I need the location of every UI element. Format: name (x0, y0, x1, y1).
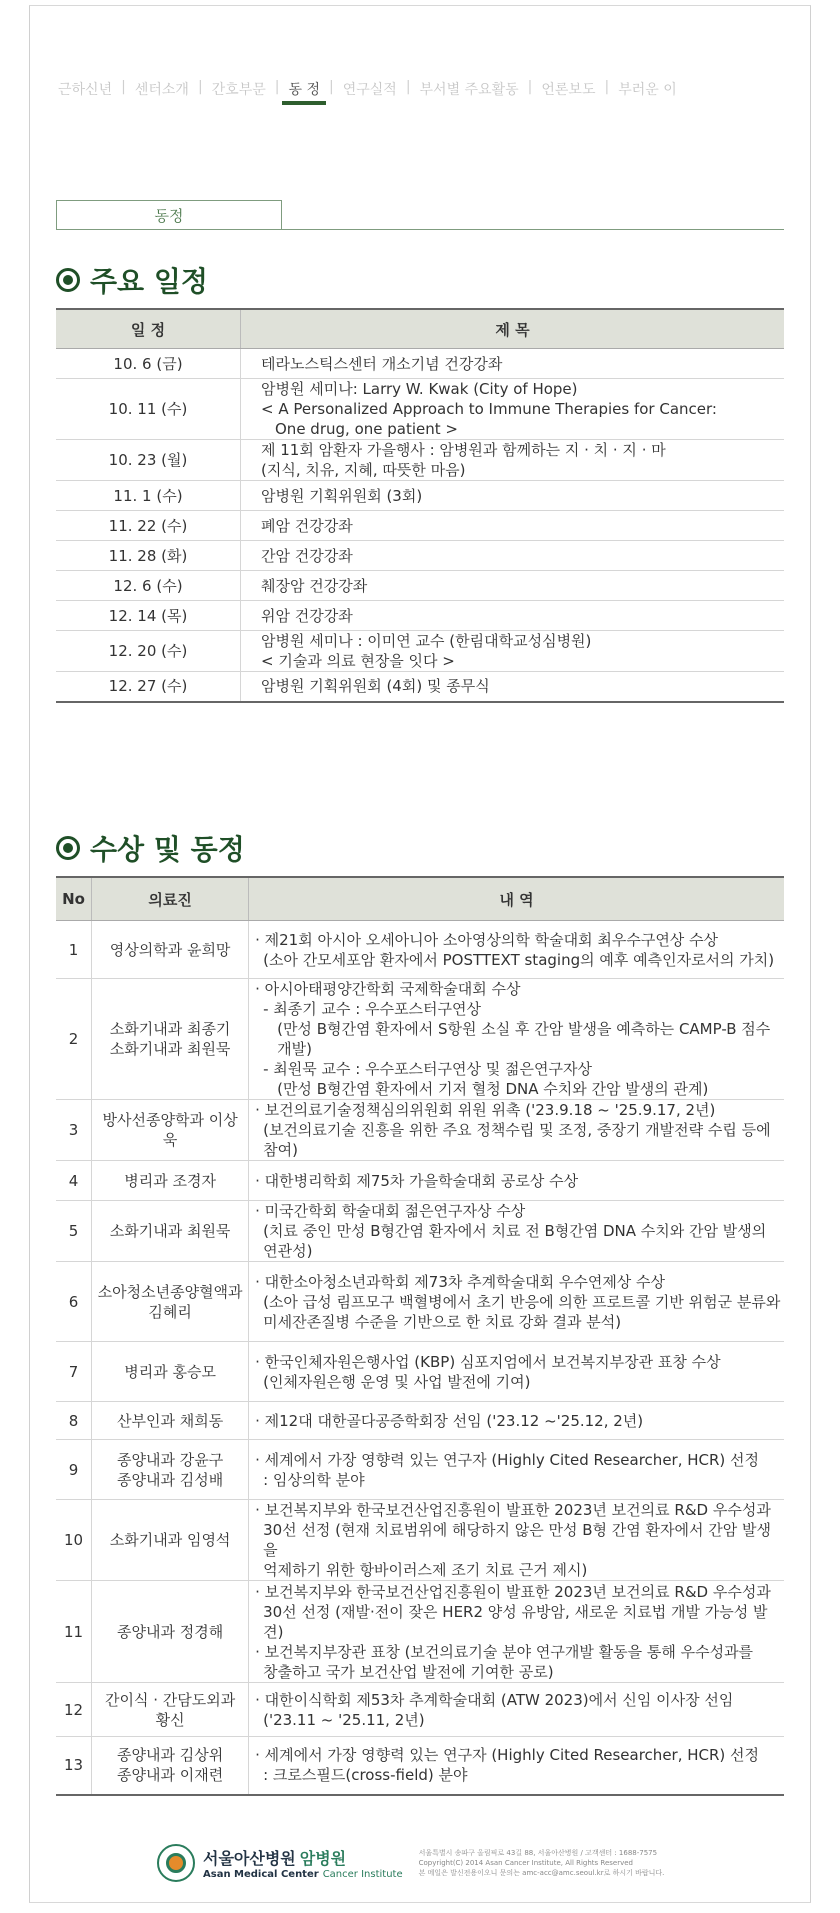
award-detail-line: · 대한병리학회 제75차 가을학술대회 공로상 수상 (255, 1171, 579, 1190)
table-row (56, 921, 784, 979)
schedule-heading (56, 260, 208, 300)
doctor-name: 간이식 · 간담도외과 황신 (104, 1690, 236, 1729)
award-detail (249, 1737, 784, 1795)
award-detail-line: (보건의료기술 진흥을 위한 주요 정책수립 및 조정, 중장기 개발전략 수립 등에 참여) (263, 1121, 771, 1159)
awards-table (56, 876, 784, 1796)
award-number: 8 (56, 1402, 92, 1440)
doctor-name: 종양내과 강윤구 (116, 1450, 224, 1469)
award-number: 5 (56, 1201, 92, 1262)
doctor-name: 방사선종양학과 이상욱 (102, 1111, 238, 1149)
schedule-title-line: 암병원 세미나: Larry W. Kwak (City of Hope) (261, 380, 578, 398)
schedule-title (241, 481, 785, 511)
table-row (56, 1500, 784, 1581)
schedule-title-line: One drug, one patient > (275, 420, 458, 438)
doctor-name: 소아청소년종양혈액과 (97, 1282, 243, 1301)
schedule-title-line: 암병원 기획위원회 (4회) 및 종무식 (261, 677, 490, 696)
table-row (56, 979, 784, 1100)
nav-separator: | (121, 79, 126, 95)
schedule-date: 10. 23 (월) (56, 440, 241, 481)
doctor-name: 산부인과 채희동 (116, 1411, 224, 1430)
schedule-title (241, 511, 785, 541)
schedule-title (241, 631, 785, 672)
nav-separator: | (527, 79, 533, 95)
award-doctor (92, 921, 249, 979)
doctor-name: 종양내과 김성배 (116, 1470, 224, 1489)
schedule-table (56, 308, 784, 703)
award-detail-line: · 대한이식학회 제53차 추계학술대회 (ATW 2023)에서 신임 이사장 선임 (255, 1690, 734, 1709)
award-detail (249, 1161, 784, 1201)
schedule-title (241, 672, 785, 702)
schedule-date: 11. 1 (수) (56, 481, 241, 511)
table-row (56, 601, 784, 631)
nav-separator: | (405, 79, 411, 95)
award-detail (249, 1581, 784, 1683)
award-number: 9 (56, 1440, 92, 1500)
logo-center-ko: 암병원 (299, 1849, 347, 1868)
award-detail-line: · 제21회 아시아 오세아니아 소아영상의학 학술대회 최우수구연상 수상 (255, 930, 719, 949)
schedule-date: 10. 6 (금) (56, 349, 241, 379)
award-detail-line: 미세잔존질병 수준을 기반으로 한 치료 강화 결과 분석) (263, 1312, 622, 1331)
table-row (56, 379, 784, 440)
award-detail (249, 1201, 784, 1262)
schedule-title-line: 간암 건강강좌 (261, 546, 353, 565)
table-row (56, 631, 784, 672)
award-doctor (92, 1737, 249, 1795)
award-detail (249, 979, 784, 1100)
award-doctor (92, 1100, 249, 1161)
award-detail-line: (인체자원은행 운영 및 사업 발전에 기여) (263, 1372, 531, 1391)
table-row (56, 349, 784, 379)
top-nav (58, 79, 782, 109)
award-detail-line: · 미국간학회 학술대회 젊은연구자상 수상 (255, 1202, 526, 1220)
award-doctor (92, 1161, 249, 1201)
footer-info (419, 1848, 665, 1878)
award-number: 7 (56, 1342, 92, 1402)
doctor-name: 병리과 조경자 (124, 1171, 216, 1190)
schedule-date: 12. 27 (수) (56, 672, 241, 702)
award-detail-line: : 임상의학 분야 (263, 1470, 365, 1489)
award-detail-line: (만성 B형간염 환자에서 S항원 소실 후 간암 발생을 예측하는 CAMP-B 점수 개발) (277, 1020, 771, 1058)
divider (56, 229, 784, 230)
schedule-title-line: 테라노스틱스센터 개소기념 건강강좌 (261, 354, 503, 373)
nav-item[interactable]: 근하신년 (58, 82, 113, 98)
nav-separator: | (197, 79, 203, 95)
award-detail-line: - 최종기 교수 : 우수포스터구연상 (263, 1000, 482, 1018)
award-detail-line: · 세계에서 가장 영향력 있는 연구자 (Highly Cited Researcher, HCR) 선정 (255, 1450, 760, 1469)
doctor-name: 소화기내과 최원묵 (109, 1040, 231, 1058)
award-doctor (92, 1262, 249, 1342)
award-detail-line: · 대한소아청소년과학회 제73차 추계학술대회 우수연제상 수상 (255, 1272, 666, 1291)
table-header-row (56, 309, 784, 349)
award-detail-line: · 보건복지부와 한국보건산업진흥원이 발표한 2023년 보건의료 R&D 우수성과 (255, 1582, 771, 1601)
schedule-title (241, 571, 785, 601)
award-detail (249, 1342, 784, 1402)
award-doctor (92, 979, 249, 1100)
schedule-date: 12. 14 (목) (56, 601, 241, 631)
award-detail (249, 1100, 784, 1161)
table-row (56, 1161, 784, 1201)
nav-item[interactable]: 간호부문 (211, 82, 266, 98)
section-tab[interactable]: 동정 (56, 200, 282, 230)
schedule-title (241, 349, 785, 379)
award-number: 1 (56, 921, 92, 979)
award-number: 3 (56, 1100, 92, 1161)
schedule-title-line: 위암 건강강좌 (261, 606, 353, 625)
award-detail-line: 창출하고 국가 보건산업 발전에 기여한 공로) (263, 1662, 554, 1681)
doctor-name: 병리과 홍승모 (124, 1362, 216, 1381)
column-header: 일 정 (56, 309, 241, 349)
award-doctor (92, 1201, 249, 1262)
schedule-date: 11. 22 (수) (56, 511, 241, 541)
footer (157, 1844, 664, 1882)
table-row (56, 1262, 784, 1342)
award-doctor (92, 1581, 249, 1683)
doctor-name: 종양내과 정경해 (116, 1622, 224, 1641)
table-row (56, 541, 784, 571)
table-row (56, 1440, 784, 1500)
award-detail (249, 1262, 784, 1342)
award-doctor (92, 1342, 249, 1402)
award-detail-line: - 최원묵 교수 : 우수포스터구연상 및 젊은연구자상 (263, 1060, 592, 1078)
table-row (56, 481, 784, 511)
doctor-name: 소화기내과 임영석 (109, 1531, 231, 1549)
table-row (56, 1100, 784, 1161)
award-detail-line: (치료 중인 만성 B형간염 환자에서 치료 전 B형간염 DNA 수치와 간암 발생의 연관성) (263, 1222, 767, 1260)
logo-name-ko: 서울아산병원 (203, 1849, 296, 1868)
schedule-date: 10. 11 (수) (56, 379, 241, 440)
award-detail-line: 30선 선정 (현재 치료범위에 해당하지 않은 만성 B형 간염 환자에서 간암 발생을 (263, 1521, 771, 1559)
award-detail-line: (소아 간모세포암 환자에서 POSTTEXT staging의 예후 예측인자로서의 가치) (263, 950, 775, 969)
doctor-name: 소화기내과 최종기 (109, 1020, 231, 1038)
schedule-date: 12. 6 (수) (56, 571, 241, 601)
footer-notice: 본 메일은 발신전용이오니 문의는 amc-acc@amc.seoul.kr로 하시기 바랍니다. (418, 1869, 665, 1877)
column-header: 의료진 (92, 877, 249, 921)
awards-heading-text: 수상 및 동정 (90, 833, 245, 866)
award-doctor (92, 1683, 249, 1737)
nav-item[interactable]: 동 정 (279, 79, 329, 99)
doctor-name: 김혜리 (148, 1302, 192, 1321)
award-detail-line: · 아시아태평양간학회 국제학술대회 수상 (255, 980, 521, 998)
schedule-title-line: 제 11회 암환자 가을행사 : 암병원과 함께하는 지 · 치 · 지 · 마 (261, 441, 666, 459)
schedule-title-line: 암병원 기획위원회 (3회) (261, 486, 423, 505)
schedule-title (241, 541, 785, 571)
award-number: 11 (56, 1581, 92, 1683)
hospital-logo[interactable] (203, 1846, 403, 1880)
nav-separator: | (328, 79, 334, 95)
doctor-name: 종양내과 김상위 (116, 1746, 224, 1765)
nav-separator: | (604, 79, 610, 95)
table-row (56, 571, 784, 601)
table-row (56, 672, 784, 702)
table-row (56, 1402, 784, 1440)
table-row (56, 1581, 784, 1683)
column-header: No (56, 877, 92, 921)
doctor-name: 소화기내과 최원묵 (109, 1222, 231, 1240)
award-detail-line: (소아 급성 림프모구 백혈병에서 초기 반응에 의한 프로트콜 기반 위험군 분류와 (263, 1292, 781, 1311)
award-detail (249, 1500, 784, 1581)
award-detail-line: · 보건복지부장관 표창 (보건의료기술 분야 연구개발 활동을 통해 우수성과를 (255, 1642, 754, 1661)
doctor-name: 종양내과 이재련 (116, 1766, 224, 1785)
column-header: 제 목 (241, 309, 785, 349)
schedule-title-line: 췌장암 건강강좌 (261, 576, 368, 595)
award-doctor (92, 1440, 249, 1500)
award-number: 4 (56, 1161, 92, 1201)
awards-heading (56, 828, 245, 868)
logo-center-en: Cancer Institute (322, 1869, 403, 1880)
award-detail-line: 30선 선정 (재발·전이 잦은 HER2 양성 유방암, 새로운 치료법 개발 가능성 발견) (263, 1602, 768, 1641)
award-detail-line: · 제12대 대한골다공증학회장 선임 ('23.12 ~'25.12, 2년) (255, 1411, 644, 1430)
schedule-title-line: < 기술과 의료 현장을 잇다 > (261, 652, 455, 670)
schedule-title-line: 폐암 건강강좌 (261, 516, 353, 535)
award-detail-line: : 크로스필드(cross-field) 분야 (263, 1766, 468, 1785)
award-number: 2 (56, 979, 92, 1100)
award-detail-line: (만성 B형간염 환자에서 기저 혈청 DNA 수치와 간암 발생의 관계) (277, 1080, 709, 1098)
table-row (56, 440, 784, 481)
award-number: 10 (56, 1500, 92, 1581)
award-detail (249, 921, 784, 979)
schedule-title-line: (지식, 치유, 지혜, 따뜻한 마음) (261, 461, 466, 479)
award-doctor (92, 1402, 249, 1440)
schedule-title (241, 440, 785, 481)
circle-bullet-icon (56, 836, 80, 860)
doctor-name: 영상의학과 윤희망 (109, 940, 231, 959)
table-row (56, 1342, 784, 1402)
award-detail-line: 억제하기 위한 항바이러스제 조기 치료 근거 제시) (263, 1561, 588, 1579)
award-detail (249, 1440, 784, 1500)
schedule-title (241, 379, 785, 440)
table-row (56, 1683, 784, 1737)
award-detail-line: · 보건복지부와 한국보건산업진흥원이 발표한 2023년 보건의료 R&D 우수성과 (255, 1501, 771, 1519)
award-detail (249, 1683, 784, 1737)
award-doctor (92, 1500, 249, 1581)
schedule-title-line: < A Personalized Approach to Immune Therapies for Cancer: (261, 400, 717, 418)
table-row (56, 1201, 784, 1262)
award-number: 13 (56, 1737, 92, 1795)
table-row (56, 511, 784, 541)
table-header-row (56, 877, 784, 921)
award-detail (249, 1402, 784, 1440)
nav-item[interactable]: 언론보도 (541, 82, 596, 98)
award-number: 6 (56, 1262, 92, 1342)
schedule-title (241, 601, 785, 631)
nav-item[interactable]: 부서별 주요활동 (419, 82, 519, 98)
schedule-heading-text: 주요 일정 (90, 265, 208, 298)
hospital-logo-icon (157, 1844, 195, 1882)
circle-bullet-icon (56, 268, 80, 292)
column-header: 내 역 (249, 877, 784, 921)
award-detail-line: ('23.11 ~ '25.11, 2년) (263, 1710, 425, 1729)
schedule-date: 12. 20 (수) (56, 631, 241, 672)
award-number: 12 (56, 1683, 92, 1737)
newsletter-page (29, 5, 811, 1903)
nav-separator: | (274, 79, 280, 95)
schedule-title-line: 암병원 세미나 : 이미연 교수 (한림대학교성심병원) (261, 632, 592, 650)
table-row (56, 1737, 784, 1795)
logo-name-en: Asan Medical Center (203, 1869, 319, 1880)
footer-address: 서울특별시 송파구 올림픽로 43길 88, 서울아산병원 / 고객센터 : 1688-7575 (418, 1849, 658, 1857)
footer-copyright: Copyright(C) 2014 Asan Cancer Institute, All Rights Reserved (418, 1859, 633, 1867)
nav-item[interactable]: 센터소개 (134, 82, 189, 98)
schedule-date: 11. 28 (화) (56, 541, 241, 571)
award-detail-line: · 세계에서 가장 영향력 있는 연구자 (Highly Cited Researcher, HCR) 선정 (255, 1746, 760, 1765)
nav-item[interactable]: 부러운 이 (618, 82, 677, 98)
award-detail-line: · 한국인체자원은행사업 (KBP) 심포지엄에서 보건복지부장관 표창 수상 (255, 1352, 721, 1371)
award-detail-line: · 보건의료기술정책심의위원회 위원 위촉 ('23.9.18 ~ '25.9.17, 2년) (255, 1101, 716, 1119)
nav-item[interactable]: 연구실적 (342, 82, 397, 98)
